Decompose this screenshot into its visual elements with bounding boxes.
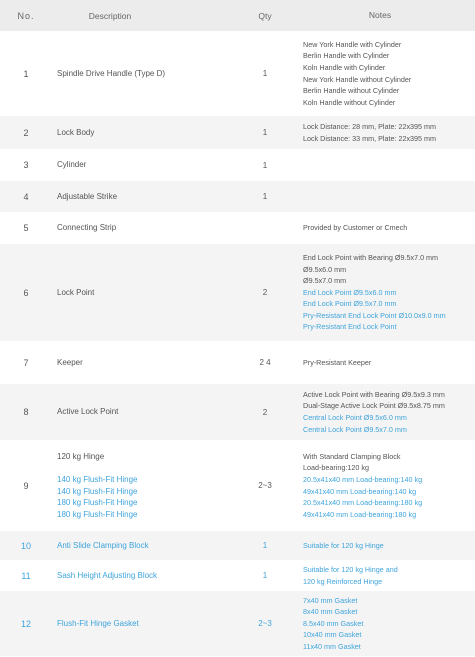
description-line: Keeper <box>57 357 83 367</box>
note-line: Dual-Stage Active Lock Point Ø9.5x8.75 mm <box>303 401 445 411</box>
row-notes <box>303 531 473 560</box>
row-notes <box>303 150 473 180</box>
note-line: 49x41x40 mm Load-bearing:180 kg <box>303 509 417 519</box>
description-line: Cylinder <box>57 160 87 170</box>
note-line: Pry-Resistant End Lock Point <box>303 322 397 332</box>
note-line: New York Handle without Cylinder <box>303 74 412 84</box>
row-description <box>57 531 237 560</box>
row-number: 1 <box>23 68 29 79</box>
row-description <box>57 116 237 149</box>
note-line: Active Lock Point with Bearing Ø9.5x9.3 mm <box>303 389 445 399</box>
row-description <box>57 342 237 383</box>
row-notes <box>303 181 473 212</box>
note-line: 20.5x41x40 mm Load-bearing:180 kg <box>303 498 423 508</box>
header-no: No. <box>17 10 35 21</box>
row-qty: 2~3 <box>258 619 272 628</box>
note-line: 10x40 mm Gasket <box>303 630 362 640</box>
table-row <box>0 181 475 213</box>
description-line: Connecting Strip <box>57 223 117 233</box>
row-notes <box>303 342 473 383</box>
note-line: Load-bearing:120 kg <box>303 463 369 473</box>
table-row <box>0 32 475 116</box>
table-row <box>0 116 475 150</box>
note-line: Koln Handle with Cylinder <box>303 62 386 72</box>
description-line: 140 kg Flush-Fit Hinge <box>57 474 138 484</box>
row-notes <box>303 384 473 440</box>
table-row <box>0 531 475 561</box>
row-description <box>57 32 237 115</box>
row-qty: 1 <box>262 571 268 580</box>
row-number: 12 <box>20 618 31 629</box>
row-number: 3 <box>23 160 29 170</box>
note-line: Central Lock Point Ø9.5x6.0 mm <box>303 413 407 422</box>
row-description <box>57 384 237 440</box>
row-notes <box>303 32 473 115</box>
note-line: Berlin Handle with Cylinder <box>303 51 390 61</box>
row-notes <box>303 116 473 149</box>
row-number: 9 <box>23 480 29 491</box>
row-number: 6 <box>23 287 29 298</box>
table-row <box>0 213 475 244</box>
row-description <box>57 244 237 341</box>
row-number: 8 <box>23 407 29 417</box>
table-body <box>0 32 475 657</box>
note-line: Pry-Resistant Keeper <box>303 357 372 367</box>
note-line: 120 kg Reinforced Hinge <box>303 576 383 586</box>
row-number: 7 <box>23 357 29 368</box>
row-qty: 1 <box>262 192 268 201</box>
description-line: Flush-Fit Hinge Gasket <box>57 618 139 628</box>
description-line: Lock Body <box>57 127 95 137</box>
description-line: Lock Point <box>57 287 95 297</box>
note-line: Ø9.5x7.0 mm <box>303 276 347 286</box>
note-line: End Lock Point Ø9.5x7.0 mm <box>303 299 397 309</box>
row-number: 10 <box>20 540 31 551</box>
note-line: Suitable for 120 kg Hinge <box>303 540 384 550</box>
row-qty: 1 <box>262 160 268 170</box>
row-description <box>57 213 237 243</box>
note-line: 8x40 mm Gasket <box>303 607 358 617</box>
row-description <box>57 561 237 590</box>
description-line: 140 kg Flush-Fit Hinge <box>57 486 138 496</box>
row-number: 4 <box>23 191 29 202</box>
row-qty: 1 <box>262 541 268 550</box>
description-line: 180 kg Flush-Fit Hinge <box>57 509 138 519</box>
description-line: Spindle Drive Handle (Type D) <box>57 68 166 78</box>
row-description <box>57 591 237 656</box>
note-line: Provided by Customer or Cmech <box>303 223 408 233</box>
note-line: 20.5x41x40 mm Load-bearing:140 kg <box>303 474 423 484</box>
description-line: Sash Height Adjusting Block <box>57 570 158 580</box>
table-header <box>0 0 475 32</box>
note-line: 8.5x40 mm Gasket <box>303 618 364 628</box>
row-description <box>57 150 237 180</box>
table-row <box>0 441 475 531</box>
note-line: 49x41x40 mm Load-bearing:140 kg <box>303 486 417 496</box>
note-line: 11x40 mm Gasket <box>303 641 361 651</box>
note-line: Lock Distance: 28 mm, Plate: 22x395 mm <box>303 121 437 131</box>
description-line <box>57 462 137 474</box>
row-number: 5 <box>23 223 29 233</box>
row-notes <box>303 244 473 341</box>
description-line: Anti Slide Clamping Block <box>57 540 149 550</box>
table-row <box>0 591 475 657</box>
note-line: Koln Handle without Cylinder <box>303 97 396 107</box>
table-row <box>0 561 475 591</box>
header-notes: Notes <box>368 9 392 20</box>
description-line: Adjustable Strike <box>57 191 118 201</box>
note-line: Berlin Handle without Cylinder <box>303 86 400 96</box>
row-notes <box>303 441 473 530</box>
table-row <box>0 384 475 441</box>
description-line: Active Lock Point <box>57 407 119 417</box>
note-line: 7x40 mm Gasket <box>303 595 358 605</box>
table-row <box>0 342 475 384</box>
note-line: Central Lock Point Ø9.5x7.0 mm <box>303 424 407 434</box>
note-line: End Lock Point Ø9.5x6.0 mm <box>303 287 397 297</box>
note-line: With Standard Clamping Block <box>303 451 401 461</box>
row-qty: 1 <box>262 69 268 78</box>
note-line: End Lock Point with Bearing Ø9.5x7.0 mm <box>303 252 439 262</box>
table-row <box>0 244 475 342</box>
row-qty: 1 <box>262 128 268 137</box>
description-line: 180 kg Flush-Fit Hinge <box>57 498 138 508</box>
note-line: Lock Distance: 33 mm, Plate: 22x395 mm <box>303 133 437 143</box>
row-qty: 2 <box>262 407 268 417</box>
row-number: 2 <box>23 127 29 138</box>
row-description <box>57 181 237 212</box>
note-line: New York Handle with Cylinder <box>303 39 402 49</box>
row-qty: 2 4 <box>259 358 271 367</box>
header-description: Description <box>88 10 132 21</box>
row-notes <box>303 213 473 243</box>
table-row <box>0 150 475 181</box>
row-number: 11 <box>21 570 31 581</box>
row-qty: 2~3 <box>258 481 272 490</box>
row-qty <box>240 213 290 243</box>
description-line: 120 kg Hinge <box>57 451 105 461</box>
note-line: Ø9.5x6.0 mm <box>303 264 347 274</box>
note-line: Suitable for 120 kg Hinge and <box>303 564 398 574</box>
note-line: Pry-Resistant End Lock Point Ø10.0x9.0 mm <box>303 310 446 320</box>
header-qty: Qty <box>258 10 272 21</box>
row-qty: 2 <box>262 288 268 297</box>
row-notes <box>303 561 473 590</box>
row-description <box>57 441 237 530</box>
row-notes <box>303 591 473 656</box>
